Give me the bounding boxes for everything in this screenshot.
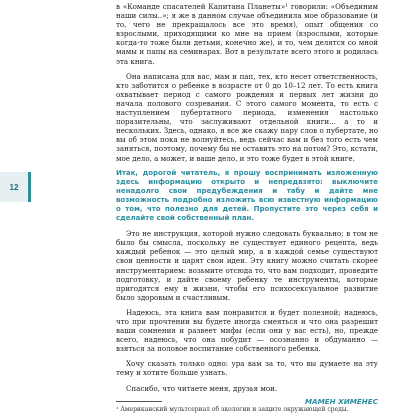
paragraph-hope: Надеюсь, эта книга вам понравится и будет полезной; надеюсь, что при прочтении вы будете иногда смеяться и что она разрешит ваши сомнения и развеет мифы (если они у вас есть), но, прежде всего, надеюсь, что она побудит — осознанно и обдуманно — взяться за половое воспитание собственного ребенка. — [116, 307, 378, 354]
paragraph-toolkit: Это не инструкция, которой нужно следовать буквально; в том не было бы смысла, поскольку не существует единого рецепта, ведь каждый ребенок — это целый мир, а в каждой семье существуют свои ценности и царят свои идеи. Эту книгу можно считать скорее инструментарием: возьмите отсюда то, что вам подходит, проведите подготовку, и дайте своему ребенку те инструменты, которые пригодятся ему в жизни, чтобы его психосексуальное развитие было здоровым и счастливым. — [116, 229, 378, 302]
paragraph-thanks: Спасибо, что читаете меня, друзья мои. — [126, 383, 278, 393]
page-margin-strip — [0, 0, 28, 420]
footnote-divider — [116, 401, 162, 402]
paragraph-audience: Она написана для вас, мам и пап, тех, кто несет ответственность, кто заботится о ребенке в возрасте от 0 до 10–12 лет. То есть книга охватывает период с самого рождения и первых лет жизни до начала полового созревания. С этого самого момента, то есть с наступлением пубертатного периода, изменения настолько поразительны, что заслуживают отдельной книги... а то и нескольких. Здесь, однако, я все же скажу пару слов о пубертате, но вы об этом пока не волнуйтесь, ведь сейчас вам и без того есть чем заняться, поэтому, почему бы не оставить это на потом? Это, кстати, мое дело, а может, и ваше дело, и это тоже будет в этой книге. — [116, 71, 378, 163]
author-signature: МАМЕН ХИМЕНЕС — [304, 396, 378, 406]
highlighted-paragraph: Итак, дорогой читатель, я прошу воспринимать изложенную здесь информацию открыто и непредвзято: выключите ненадолго свои предубеждения и табу и дайте мне возможность подробно изложить всю известную информацию о том, что полезно для детей. Пропустите это через себя и сделайте свой собственный план. — [116, 168, 378, 223]
paragraph-intro: в «Команде спасателей Капитана Планеты»¹ говорили: «Объединим наши силы..»; я же в данном случае объединила мое образование (и то, чего не прекращалось все это время), опыт общения со взрослыми, приходящими ко мне на прием (взрослыми, которые когда-то тоже были детьми, конечно же), и то, чем делятся со мной мамы и папы на семинарах. Вот в результате всего этого и родилась эта книга. — [116, 2, 378, 66]
page-body — [116, 2, 378, 412]
page-number-tab — [0, 172, 31, 202]
paragraph-cheer: Хочу сказать только одно: ура вам за то, что вы думаете на эту тему и хотите больше узнать. — [116, 359, 378, 378]
page-number: 12 — [9, 182, 19, 192]
footnote: ¹ Американский мультсериал об экологии и защите окружающей среды. — [116, 406, 349, 413]
